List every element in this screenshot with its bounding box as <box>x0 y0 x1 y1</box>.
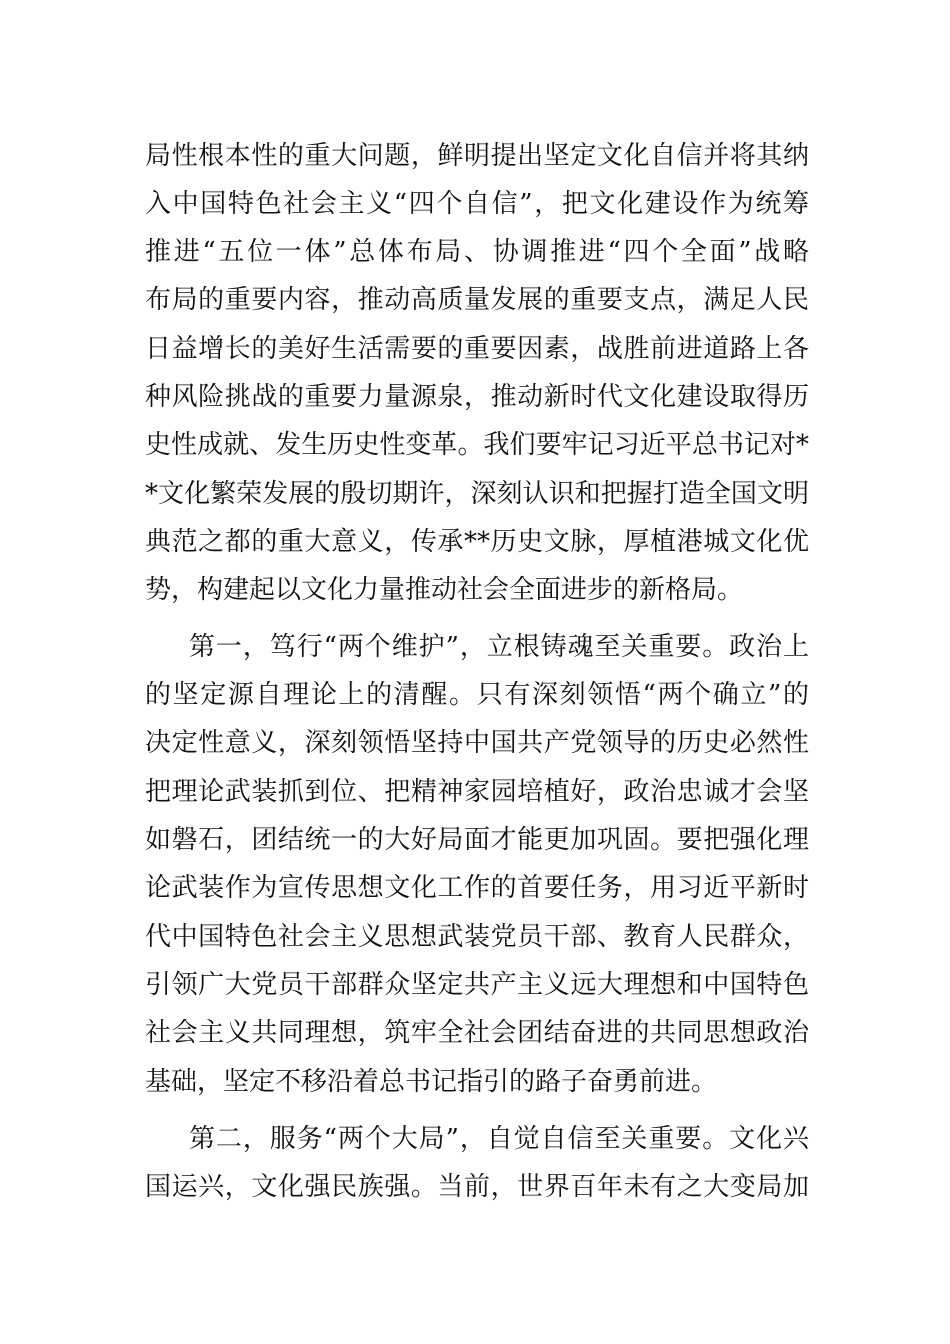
text-line: 的坚定源自理论上的清醒。只有深刻领悟“两个确立”的 <box>145 680 809 710</box>
text-line: 布局的重要内容，推动高质量发展的重要支点，满足人民 <box>145 285 809 315</box>
text-line: 种风险挑战的重要力量源泉，推动新时代文化建设取得历 <box>145 382 809 412</box>
text-line: *文化繁荣发展的殷切期许，深刻认识和把握打造全国文明 <box>145 479 809 509</box>
text-line: 代中国特色社会主义思想武装党员干部、教育人民群众， <box>145 922 809 952</box>
text-line: 史性成就、发生历史性变革。我们要牢记习近平总书记对* <box>145 430 809 460</box>
text-line: 论武装作为宣传思想文化工作的首要任务，用习近平新时 <box>145 873 809 903</box>
text-line: 基础，坚定不移沿着总书记指引的路子奋勇前进。 <box>145 1067 718 1097</box>
text-line: 决定性意义，深刻领悟坚持中国共产党领导的历史必然性 <box>145 728 809 758</box>
text-line: 入中国特色社会主义“四个自信”，把文化建设作为统筹 <box>145 189 809 219</box>
text-line: 典范之都的重大意义，传承**历史文脉，厚植港城文化优 <box>145 527 809 557</box>
text-line: 国运兴，文化强民族强。当前，世界百年未有之大变局加 <box>145 1172 809 1202</box>
text-line: 把理论武装抓到位、把精神家园培植好，政治忠诚才会坚 <box>145 777 809 807</box>
text-line: 引领广大党员干部群众坚定共产主义远大理想和中国特色 <box>145 970 809 1000</box>
paragraph-start-line: 第一，笃行“两个维护”，立根铸魂至关重要。政治上 <box>189 632 809 662</box>
text-line: 社会主义共同理想，筑牢全社会团结奋进的共同思想政治 <box>145 1018 809 1048</box>
text-line: 势，构建起以文化力量推动社会全面进步的新格局。 <box>145 575 744 605</box>
text-line: 推进“五位一体”总体布局、协调推进“四个全面”战略 <box>145 237 809 267</box>
text-line: 局性根本性的重大问题，鲜明提出坚定文化自信并将其纳 <box>145 141 809 171</box>
text-line: 日益增长的美好生活需要的重要因素，战胜前进道路上各 <box>145 334 809 364</box>
paragraph-start-line: 第二，服务“两个大局”，自觉自信至关重要。文化兴 <box>189 1124 809 1154</box>
text-line: 如磐石，团结统一的大好局面才能更加巩固。要把强化理 <box>145 825 809 855</box>
